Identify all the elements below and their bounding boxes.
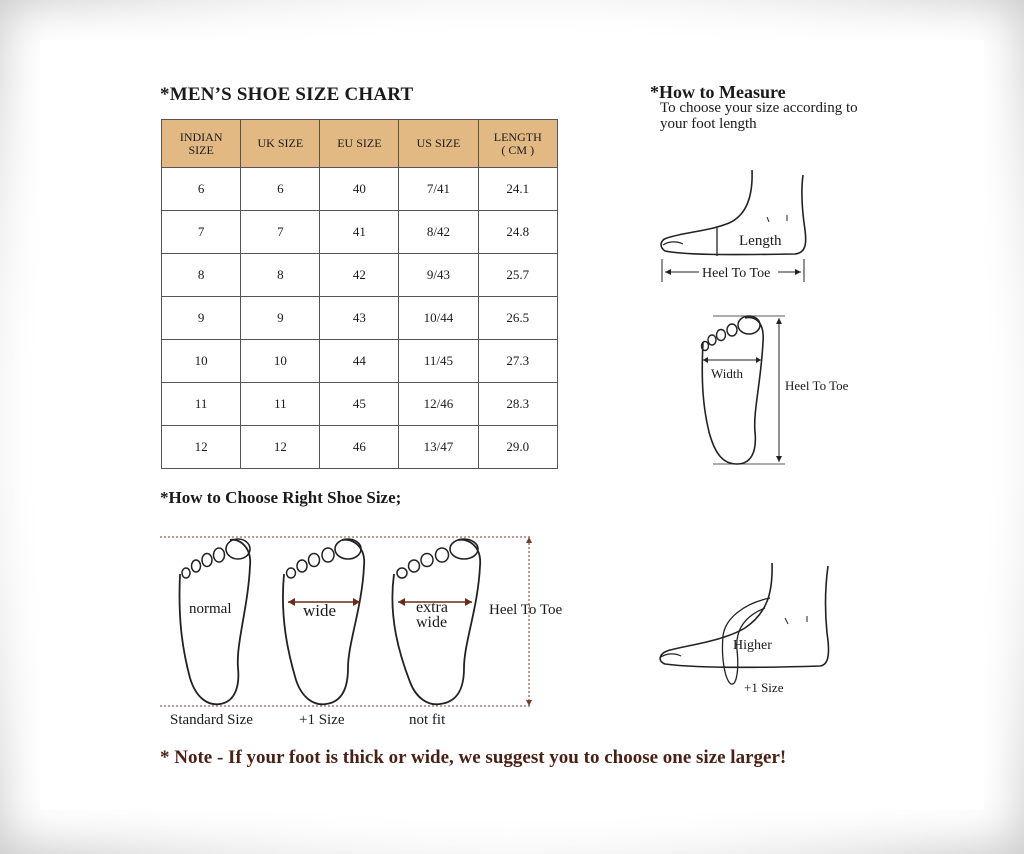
toe-nail [663,242,683,245]
table-cell: 10 [162,340,241,383]
table-body [162,168,558,469]
table-cell: 8 [162,254,241,297]
measure-title: *How to Measure [650,82,786,102]
table-cell: 8 [241,254,320,297]
wide-label: wide [303,601,337,620]
header-uk-size: UK SIZE [241,120,320,168]
table-cell: 6 [241,168,320,211]
table-cell: 26.5 [478,297,557,340]
table-row [162,426,558,469]
length-label: Length [739,233,782,249]
table-cell: 43 [320,297,399,340]
side-foot-length-illustration [655,165,815,285]
foot-normal [179,539,250,704]
table-cell: 11 [162,383,241,426]
header-indian-size: INDIAN SIZE [162,120,241,168]
standard-size-caption: Standard Size [170,712,253,728]
table-cell: 9 [241,297,320,340]
table-cell: 44 [320,340,399,383]
measure-subtitle-line1: To choose your size according to [660,100,858,116]
table-cell: 42 [320,254,399,297]
table-cell: 25.7 [478,254,557,297]
top-foot-outline [702,317,763,464]
table-cell: 10 [241,340,320,383]
wide-label-2: wide [416,614,448,631]
table-cell: 10/44 [399,297,478,340]
table-cell: 7/41 [399,168,478,211]
foot-wide [283,539,364,704]
table-cell: 7 [162,211,241,254]
table-cell: 13/47 [399,426,478,469]
table-row [162,340,558,383]
normal-label: normal [189,601,232,617]
header-us-size: US SIZE [399,120,478,168]
table-cell: 24.1 [478,168,557,211]
table-row [162,254,558,297]
table-cell: 11/45 [399,340,478,383]
side-foot-higher-illustration [655,558,845,703]
table-cell: 27.3 [478,340,557,383]
heel-to-toe-top-label: Heel To Toe [785,378,849,393]
measure-subtitle-line2: your foot length [660,116,757,132]
header-eu-size: EU SIZE [320,120,399,168]
table-cell: 6 [162,168,241,211]
plus-one-size-caption: +1 Size [299,712,345,728]
heel-to-toe-choose-label: Heel To Toe [489,602,563,618]
table-cell: 12 [162,426,241,469]
table-cell: 24.8 [478,211,557,254]
side-foot-outline [661,170,806,255]
table-cell: 9 [162,297,241,340]
size-table [161,119,558,469]
table-row [162,297,558,340]
table-row [162,168,558,211]
table-cell: 7 [241,211,320,254]
table-cell: 12/46 [399,383,478,426]
table-cell: 28.3 [478,383,557,426]
table-cell: 9/43 [399,254,478,297]
chart-title: *MEN’S SHOE SIZE CHART [160,84,414,105]
choose-title: *How to Choose Right Shoe Size; [160,488,402,507]
table-cell: 46 [320,426,399,469]
table-cell: 40 [320,168,399,211]
table-cell: 12 [241,426,320,469]
table-cell: 41 [320,211,399,254]
extra-label: extra [416,599,448,616]
table-row [162,383,558,426]
table-header-row [162,120,558,168]
foot-width-comparison [160,530,580,740]
table-row [162,211,558,254]
table-cell: 29.0 [478,426,557,469]
table-cell: 8/42 [399,211,478,254]
top-foot-width-illustration [695,312,865,472]
not-fit-caption: not fit [409,712,446,728]
size-note: * Note - If your foot is thick or wide, we suggest you to choose one size larger! [160,747,787,768]
table-cell: 11 [241,383,320,426]
table-cell: 45 [320,383,399,426]
header-length: LENGTH ( CM ) [478,120,557,168]
plus-one-size-label: +1 Size [744,680,784,695]
heel-to-toe-side-label: Heel To Toe [702,266,771,281]
higher-label: Higher [733,638,772,653]
width-label: Width [711,366,743,381]
